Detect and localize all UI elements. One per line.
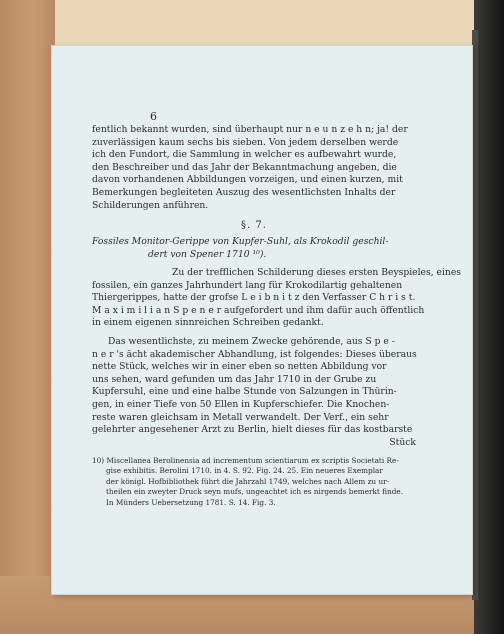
text-line: fentlich bekannt wurden, sind überhaupt nur n e u n z e h n; ja! der bbox=[92, 124, 408, 135]
text-line: nette Stück, welches wir in einer eben so netten Abbildung vor bbox=[92, 361, 387, 373]
footnote bbox=[92, 456, 416, 508]
left-mount-edge bbox=[0, 0, 55, 634]
text-line: Das wesentlichste, zu meinem Zwecke gehörende, aus S p e - bbox=[108, 336, 395, 347]
footnote-line: In Münders Uebersetzung 1781. S. 14. Fig. 3. bbox=[106, 497, 276, 507]
section-heading: §. 7. bbox=[241, 220, 267, 231]
page-number: 6 bbox=[150, 110, 157, 123]
text-line: uns sehen, ward gefunden um das Jahr 1710 in der Grube zu bbox=[92, 373, 377, 385]
text-line: ich den Fundort, die Sammlung in welcher es aufbewahrt wurde, bbox=[92, 149, 397, 161]
footnote-line: 10) Miscellanea Berolinensia ad incrementum scientiarum ex scriptis Societati Re- bbox=[92, 456, 399, 465]
text-line: Thiergerippes, hatte der grofse L e i b n i t z den Verfasser C h r i s t. bbox=[92, 292, 416, 304]
paragraph-3 bbox=[92, 336, 416, 449]
footnote-line: der königl. Hofbibliothek führt die Jahrzahl 1749, welches nach Allem zu ur- bbox=[106, 476, 390, 486]
section-title-line: Fossiles Monitor-Gerippe von Kupfer-Suhl, als Krokodil geschil- bbox=[92, 236, 389, 247]
book-gutter bbox=[472, 30, 478, 600]
footnote-line: gise exhibitis. Berolini 1710. in 4. S. 92. Fig. 24. 25. Ein neueres Exemplar bbox=[106, 466, 383, 476]
text-line: Schilderungen anführen. bbox=[92, 199, 209, 211]
text-line: reste waren gleichsam in Metall verwandelt. Der Verf., ein sehr bbox=[92, 411, 389, 423]
paragraph-2 bbox=[92, 267, 461, 330]
text-line: zuverlässigen kaum sechs bis sieben. Von jedem derselben werde bbox=[92, 136, 399, 148]
text-line: in einem eigenen sinnreichen Schreiben gedankt. bbox=[92, 317, 324, 329]
text-line: gen, in einer Tiefe von 50 Ellen in Kupferschiefer. Die Knochen- bbox=[92, 398, 390, 410]
footnote-line: theilen ein zweyter Druck seyn mufs, ungeachtet ich es nirgends bemerkt finde. bbox=[106, 487, 404, 497]
paragraph-1 bbox=[92, 124, 416, 212]
section-title-line: dert von Spener 1710 ¹⁰). bbox=[148, 248, 267, 260]
text-line: n e r 's ächt akademischer Abhandlung, ist folgendes: Dieses überaus bbox=[92, 348, 417, 360]
text-line: gelehrter angesehener Arzt zu Berlin, hielt dieses für das kostbarste bbox=[92, 424, 413, 436]
text-line: den Beschreiber und das Jahr der Bekanntmachung angeben, die bbox=[92, 161, 397, 173]
text-line: M a x i m i l i a n S p e n e r aufgefordert und ihm dafür auch öffentlich bbox=[92, 304, 425, 316]
text-line: Zu der trefflichen Schilderung dieses ersten Beyspieles, eines bbox=[172, 267, 461, 278]
text-line: Kupfersuhl, eine und eine halbe Stunde von Salzungen in Thürin- bbox=[92, 386, 397, 398]
text-line: davon vorhandenen Abbildungen vorzeigen, und einen kurzen, mit bbox=[92, 174, 403, 186]
catchword: Stück bbox=[389, 436, 416, 448]
text-line: fossilen, ein ganzes Jahrhundert lang für Krokodilartig gehaltenen bbox=[92, 279, 403, 291]
section-title bbox=[92, 236, 416, 261]
right-scanner-edge bbox=[474, 0, 504, 634]
text-line: Bemerkungen begleiteten Auszug des wesentlichsten Inhalts der bbox=[92, 186, 396, 198]
